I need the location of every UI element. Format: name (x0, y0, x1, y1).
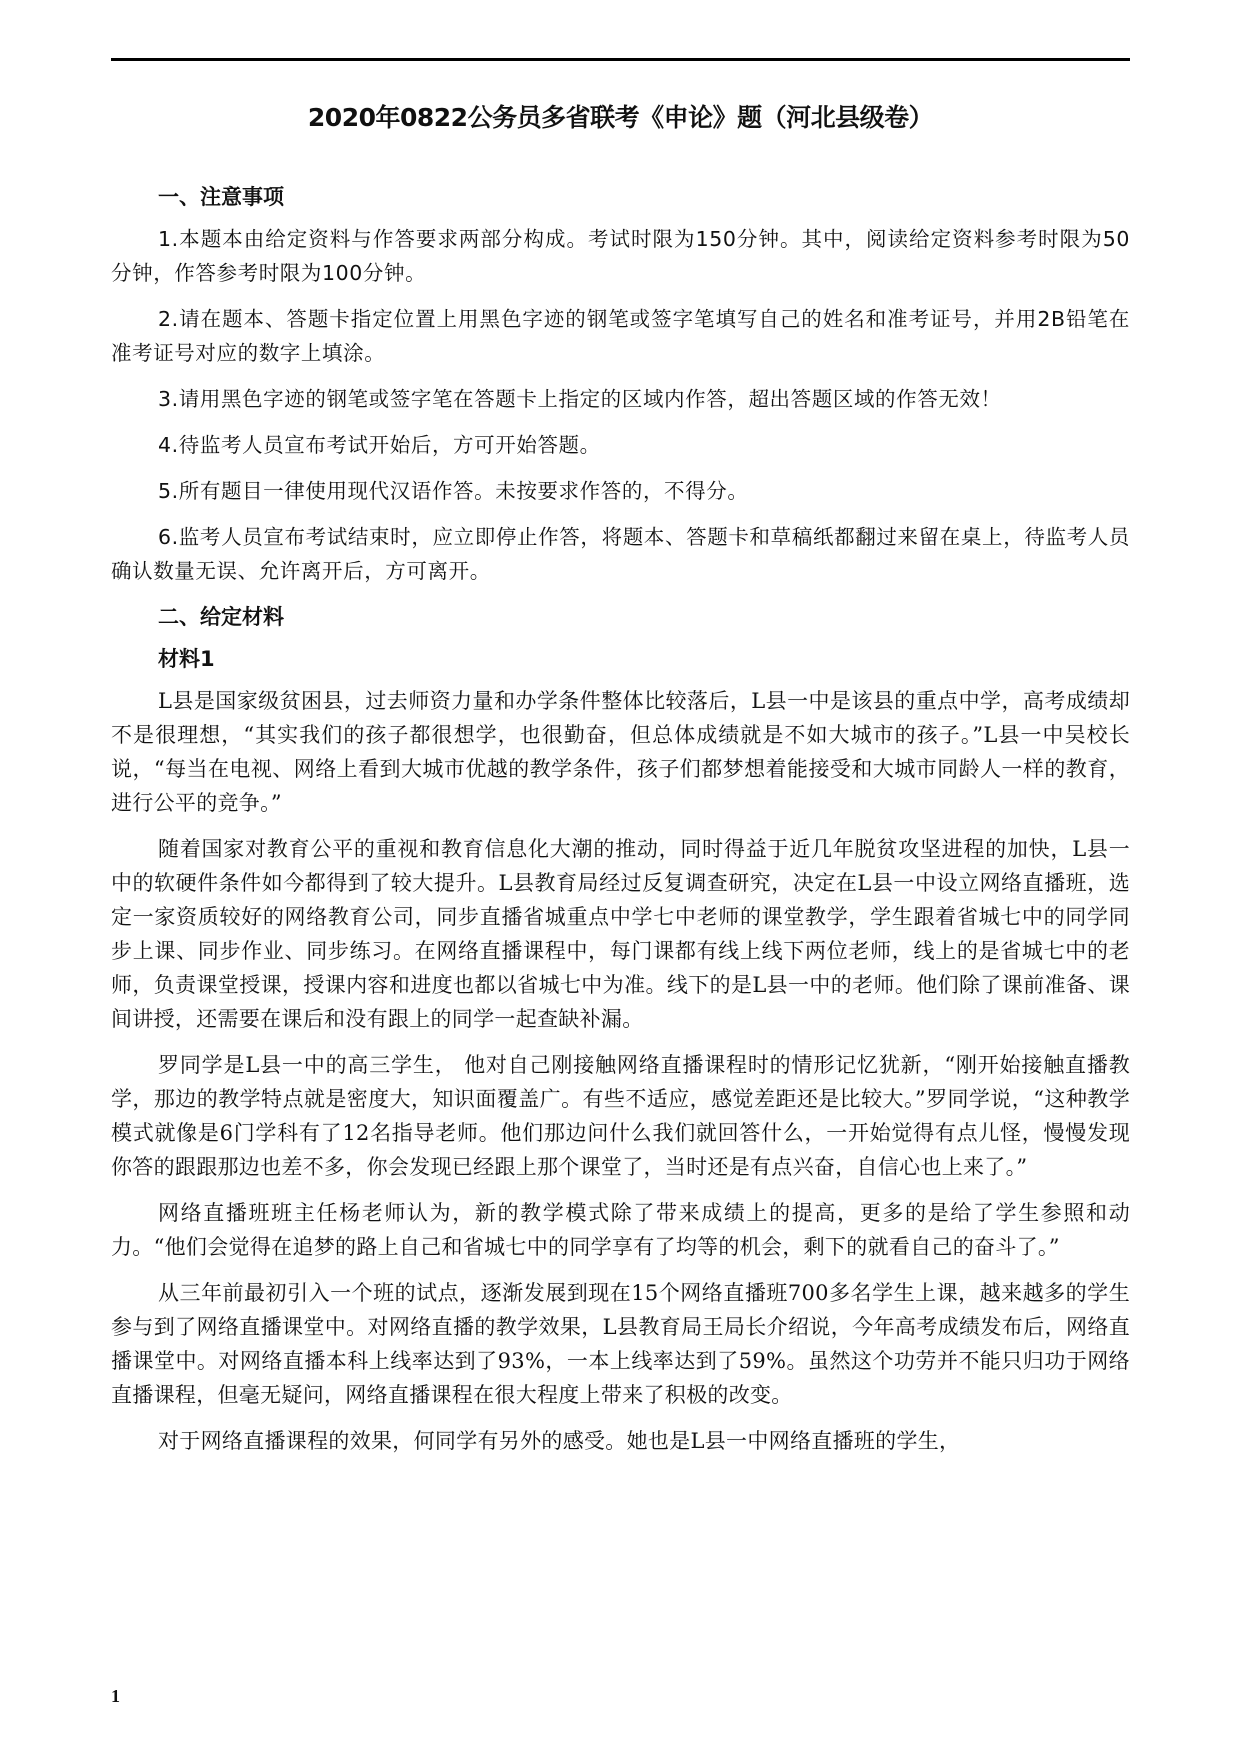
material-paragraph: 对于网络直播课程的效果，何同学有另外的感受。她也是L县一中网络直播班的学生， (158, 1429, 961, 1453)
notice-item: 6.监考人员宣布考试结束时，应立即停止作答，将题本、答题卡和草稿纸都翻过来留在桌上，待监考人员确认数量无误、允许离开后，方可离开。 (111, 525, 1130, 583)
document-title: 2020年0822公务员多省联考《申论》题（河北县级卷） (307, 103, 934, 132)
notice-item: 2.请在题本、答题卡指定位置上用黑色字迹的钢笔或签字笔填写自己的姓名和准考证号，并用2B铅笔在准考证号对应的数字上填涂。 (111, 307, 1130, 365)
section-heading-materials: 二、给定材料 (158, 605, 284, 629)
material-paragraph: 网络直播班班主任杨老师认为，新的教学模式除了带来成绩上的提高，更多的是给了学生参照和动力。“他们会觉得在追梦的路上自己和省城七中的同学享有了均等的机会，剩下的就看自己的奋斗了。” (111, 1201, 1130, 1259)
notice-item: 1.本题本由给定资料与作答要求两部分构成。考试时限为150分钟。其中，阅读给定资料参考时限为50分钟，作答参考时限为100分钟。 (111, 227, 1130, 285)
material-label: 材料1 (158, 647, 215, 671)
material-paragraph: L县是国家级贫困县，过去师资力量和办学条件整体比较落后，L县一中是该县的重点中学，高考成绩却不是很理想，“其实我们的孩子都很想学，也很勤奋，但总体成绩就是不如大城市的孩子。”L县一中吴校长说，“每当在电视、网络上看到大城市优越的教学条件，孩子们都梦想着能接受和大城市同龄人一样的教育，进行公平的竞争。” (111, 689, 1130, 815)
material-paragraph: 随着国家对教育公平的重视和教育信息化大潮的推动，同时得益于近几年脱贫攻坚进程的加快，L县一中的软硬件条件如今都得到了较大提升。L县教育局经过反复调查研究，决定在L县一中设立网络直播班，选定一家资质较好的网络教育公司，同步直播省城重点中学七中老师的课堂教学，学生跟着省城七中的同学同步上课、同步作业、同步练习。在网络直播课程中，每门课都有线上线下两位老师，线上的是省城七中的老师，负责课堂授课，授课内容和进度也都以省城七中为准。线下的是L县一中的老师。他们除了课前准备、课间讲授，还需要在课后和没有跟上的同学一起查缺补漏。 (111, 837, 1130, 1031)
page-number: 1 (111, 1686, 120, 1706)
notice-item: 3.请用黑色字迹的钢笔或签字笔在答题卡上指定的区域内作答，超出答题区域的作答无效！ (158, 387, 1002, 411)
material-paragraph: 罗同学是L县一中的高三学生， 他对自己刚接触网络直播课程时的情形记忆犹新，“刚开始接触直播教学，那边的教学特点就是密度大，知识面覆盖广。有些不适应，感觉差距还是比较大。”罗同学说，“这种教学模式就像是6门学科有了12名指导老师。他们那边问什么我们就回答什么，一开始觉得有点儿怪，慢慢发现你答的跟跟那边也差不多，你会发现已经跟上那个课堂了，当时还是有点兴奋，自信心也上来了。” (111, 1053, 1130, 1179)
header-rule (111, 58, 1130, 61)
document-page (111, 100, 1130, 1470)
material-paragraph: 从三年前最初引入一个班的试点，逐渐发展到现在15个网络直播班700多名学生上课，越来越多的学生参与到了网络直播课堂中。对网络直播的教学效果，L县教育局王局长介绍说，今年高考成绩发布后，网络直播课堂中。对网络直播本科上线率达到了93%，一本上线率达到了59%。虽然这个功劳并不能只归功于网络直播课程，但毫无疑问，网络直播课程在很大程度上带来了积极的改变。 (111, 1281, 1130, 1407)
notice-item: 4.待监考人员宣布考试开始后，方可开始答题。 (158, 433, 601, 457)
section-heading-notice: 一、注意事项 (158, 185, 284, 209)
notice-item: 5.所有题目一律使用现代汉语作答。未按要求作答的，不得分。 (158, 479, 749, 503)
